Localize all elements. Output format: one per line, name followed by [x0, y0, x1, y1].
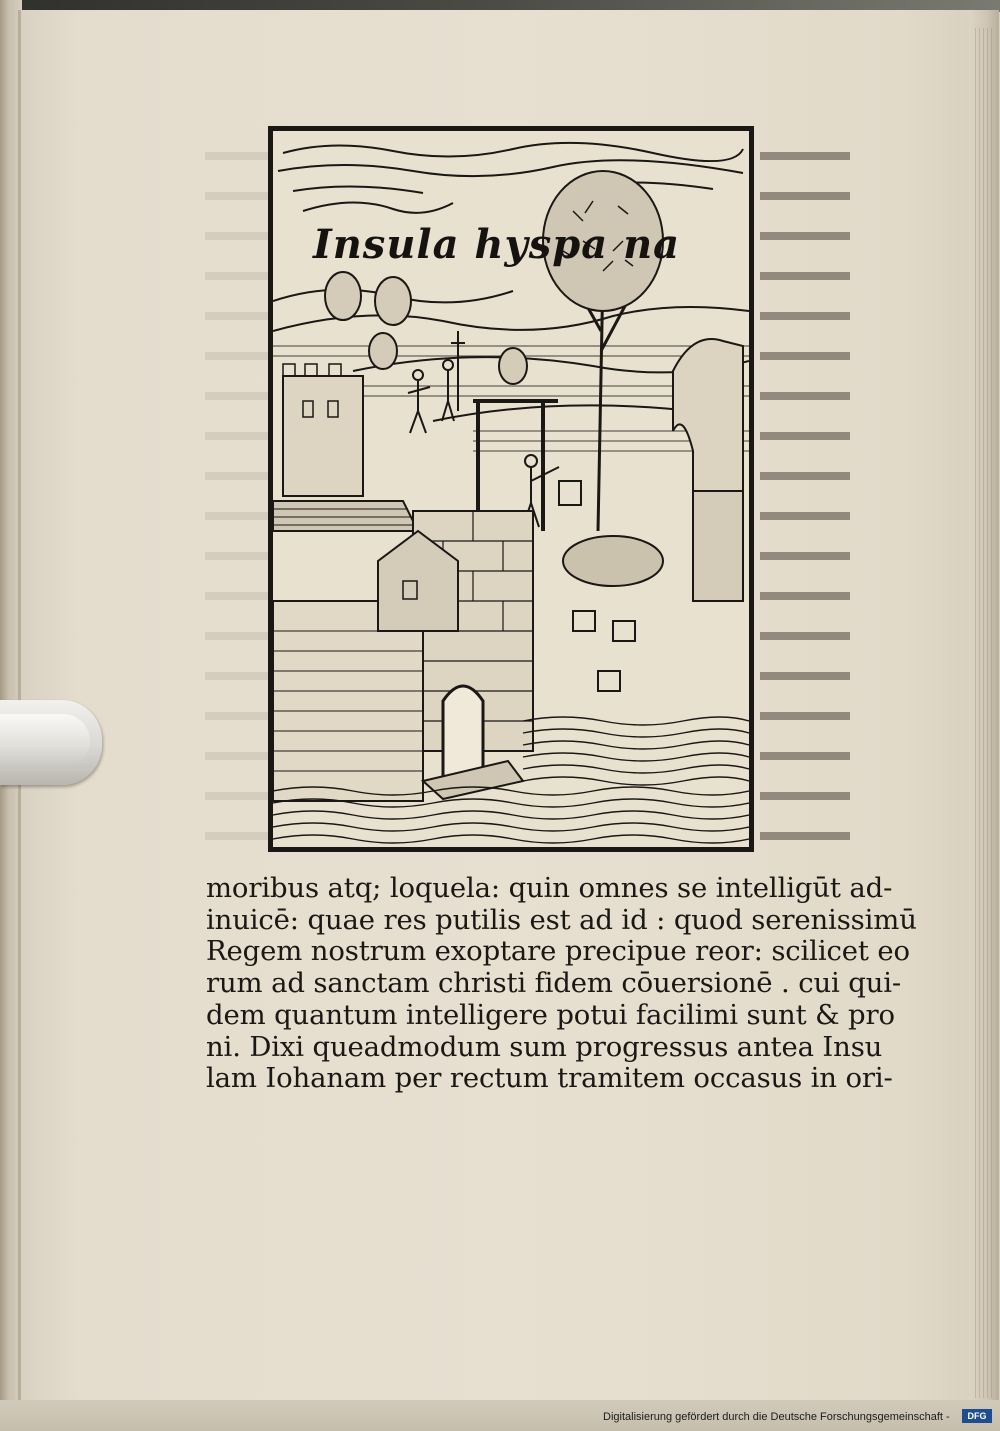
text-line: ni. Dixi queadmodum sum progressus antea Insu — [206, 1030, 883, 1063]
bleed-through-right — [760, 130, 850, 870]
page-clip-highlight — [0, 714, 90, 768]
attribution-text: Digitalisierung gefördert durch die Deutsche Forschungsgemeinschaft - — [603, 1411, 950, 1423]
body-text — [206, 872, 917, 1095]
text-line: inuicē: quae res putilis est ad id : quod serenissimū — [206, 903, 917, 936]
dfg-logo: DFG — [962, 1409, 992, 1423]
page-clip — [0, 700, 102, 785]
text-line: lam Iohanam per rectum tramitem occasus in ori- — [206, 1062, 893, 1095]
text-line: moribus atq; loquela: quin omnes se intelligūt ad- — [206, 872, 893, 904]
woodcut-caption: Insula hyspa na — [313, 221, 681, 268]
text-line: rum ad sanctam christi fidem cōuersionē . cui qui- — [206, 967, 902, 1000]
text-line: dem quantum intelligere potui facilimi sunt & pro — [206, 998, 895, 1031]
woodcut-illustration — [268, 126, 754, 852]
fore-edge-texture — [975, 28, 995, 1398]
text-line: Regem nostrum exoptare precipue reor: scilicet eo — [206, 935, 910, 968]
